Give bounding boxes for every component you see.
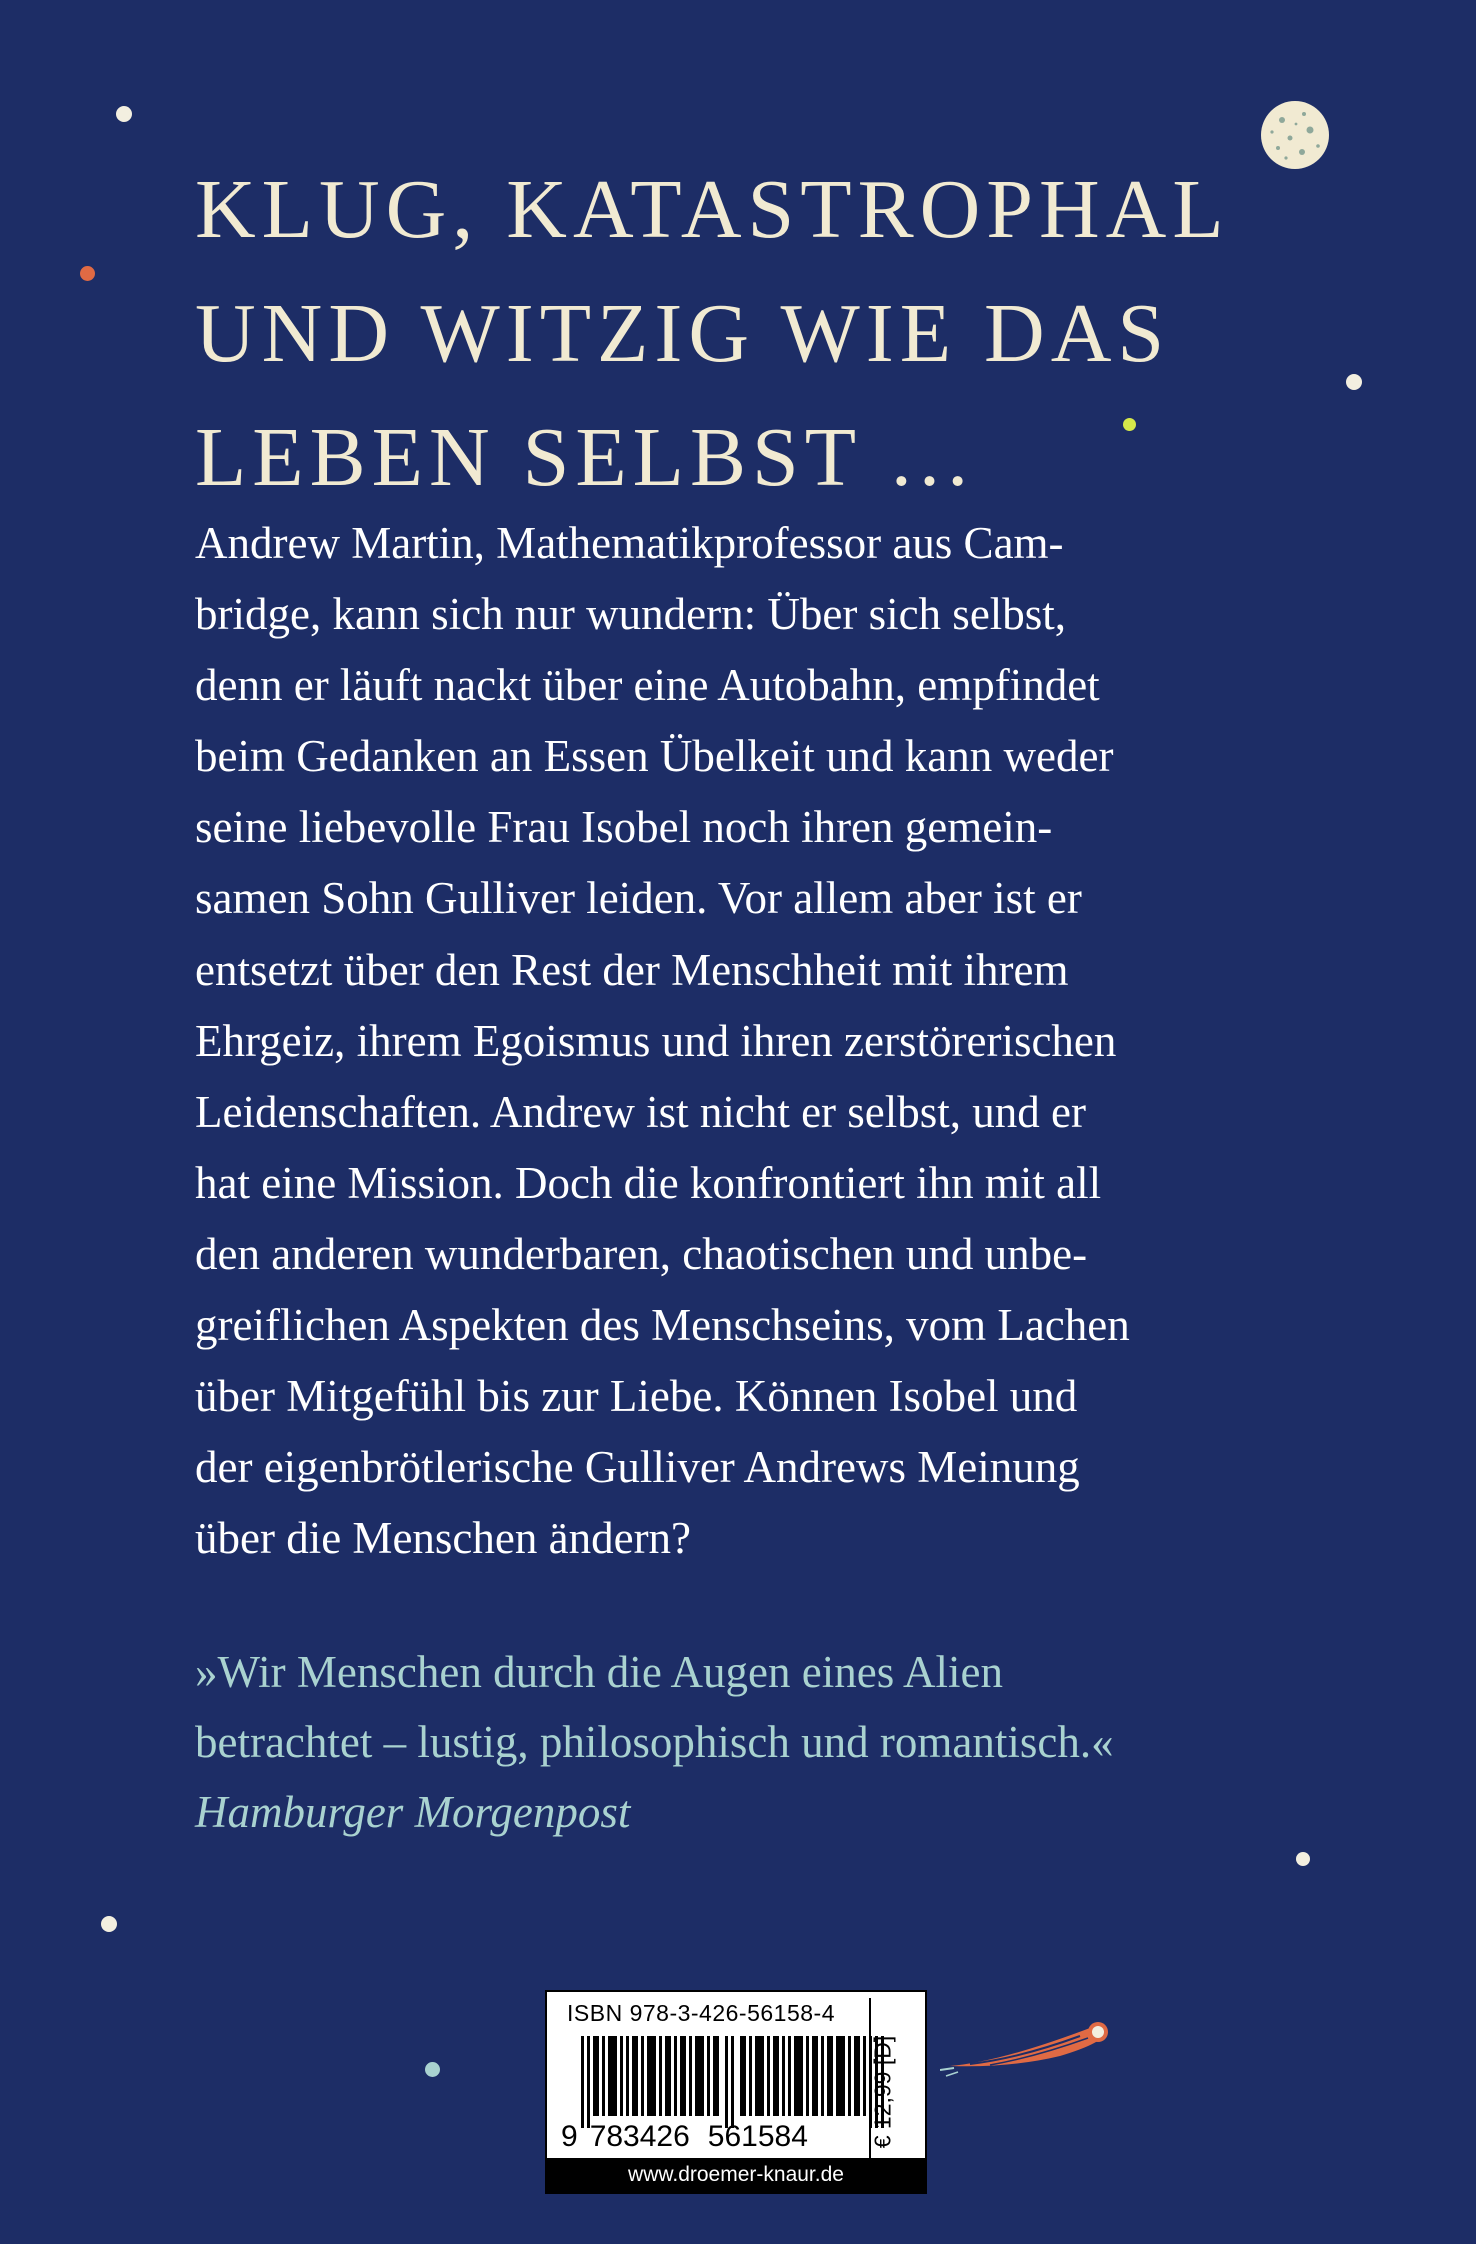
blurb-line: Ehrgeiz, ihrem Egoismus und ihren zerstörerischen	[195, 1015, 1117, 1066]
quote-source: Hamburger Morgenpost	[195, 1787, 631, 1837]
publisher-website: www.droemer-knaur.de	[547, 2158, 925, 2192]
blurb-line: Leidenschaften. Andrew ist nicht er selbst, und er	[195, 1086, 1086, 1137]
star-icon	[425, 2062, 440, 2077]
price-label: € 12,99 [D]	[869, 2035, 896, 2149]
blurb-line: denn er läuft nackt über eine Autobahn, empfindet	[195, 660, 1100, 711]
blurb-line: entsetzt über den Rest der Menschheit mit ihrem	[195, 944, 1069, 995]
headline-line: UND WITZIG WIE DAS	[195, 287, 1171, 380]
isbn-label: ISBN 978-3-426-56158-4	[567, 2000, 835, 2026]
blurb-line: der eigenbrötlerische Gulliver Andrews Meinung	[195, 1442, 1080, 1493]
star-icon	[1346, 374, 1362, 390]
comet-icon	[940, 2002, 1120, 2082]
headline	[195, 148, 1295, 520]
barcode-digit-group: 561584	[707, 2120, 808, 2153]
blurb-line: bridge, kann sich nur wundern: Über sich selbst,	[195, 589, 1067, 640]
blurb-line: samen Sohn Gulliver leiden. Vor allem aber ist er	[195, 873, 1082, 924]
blurb-text	[195, 508, 1325, 1574]
press-quote	[195, 1637, 1345, 1847]
headline-line: LEBEN SELBST …	[195, 411, 978, 504]
blurb-line: den anderen wunderbaren, chaotischen und unbe-	[195, 1228, 1088, 1279]
star-icon	[116, 106, 132, 122]
blurb-line: seine liebevolle Frau Isobel noch ihren gemein-	[195, 802, 1053, 853]
moon-icon	[1260, 100, 1330, 170]
headline-line: KLUG, KATASTROPHAL	[195, 163, 1230, 256]
star-icon	[1123, 418, 1136, 431]
barcode-bars	[581, 2036, 887, 2128]
star-icon	[1296, 1852, 1310, 1866]
quote-line: betrachtet – lustig, philosophisch und romantisch.«	[195, 1717, 1114, 1767]
quote-line: »Wir Menschen durch die Augen eines Alien	[195, 1647, 1003, 1697]
blurb-line: hat eine Mission. Doch die konfrontiert ihn mit all	[195, 1157, 1102, 1208]
blurb-line: über die Menschen ändern?	[195, 1513, 692, 1564]
blurb-line: Andrew Martin, Mathematikprofessor aus Cam-	[195, 518, 1064, 568]
blurb-line: über Mitgefühl bis zur Liebe. Können Isobel und	[195, 1371, 1078, 1422]
blurb-line: greiflichen Aspekten des Menschseins, vom Lachen	[195, 1300, 1130, 1351]
isbn-barcode	[545, 1990, 927, 2194]
barcode-digit-first: 9	[561, 2120, 578, 2153]
star-icon	[101, 1916, 117, 1932]
star-icon	[80, 266, 95, 281]
barcode-digits	[561, 2120, 808, 2154]
barcode-digit-group: 783426	[589, 2120, 690, 2153]
blurb-line: beim Gedanken an Essen Übelkeit und kann weder	[195, 731, 1114, 782]
